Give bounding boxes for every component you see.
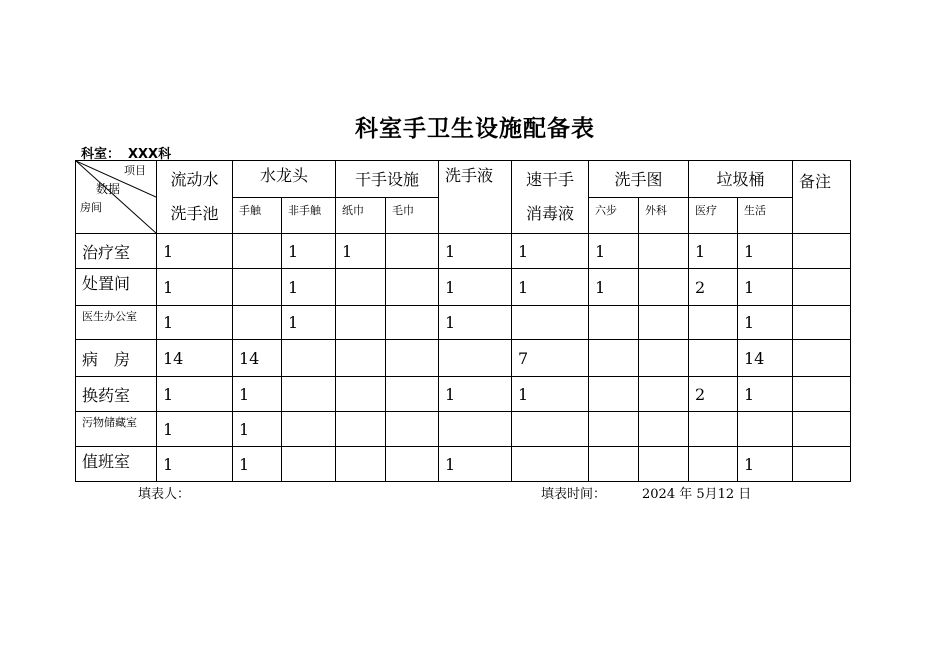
table-cell bbox=[589, 306, 639, 340]
table-cell bbox=[282, 340, 336, 377]
table-cell bbox=[738, 412, 793, 447]
sub-hand-touch: 手触 bbox=[233, 197, 282, 234]
sub-domestic-waste: 生活 bbox=[738, 197, 793, 234]
table-row bbox=[76, 447, 851, 482]
sub-six-step: 六步 bbox=[589, 197, 639, 234]
table-cell: 1 bbox=[589, 269, 639, 306]
sub-non-touch: 非手触 bbox=[282, 197, 336, 234]
table-cell bbox=[336, 306, 386, 340]
table-cell: 1 bbox=[157, 234, 233, 269]
table-cell bbox=[386, 340, 439, 377]
table-row bbox=[76, 306, 851, 340]
header-note: 备注 bbox=[793, 161, 851, 234]
table-cell bbox=[386, 412, 439, 447]
table-cell bbox=[639, 340, 689, 377]
table-cell bbox=[793, 234, 851, 269]
table-cell bbox=[689, 412, 738, 447]
table-cell: 1 bbox=[157, 412, 233, 447]
table-cell bbox=[439, 412, 512, 447]
table-cell: 1 bbox=[233, 447, 282, 482]
table-cell: 1 bbox=[233, 377, 282, 412]
table-cell bbox=[639, 306, 689, 340]
table-row bbox=[76, 340, 851, 377]
table-cell bbox=[589, 412, 639, 447]
facility-table bbox=[75, 160, 851, 482]
table-cell bbox=[589, 377, 639, 412]
table-cell: 7 bbox=[512, 340, 589, 377]
table-row bbox=[76, 269, 851, 306]
table-cell bbox=[233, 269, 282, 306]
table-row bbox=[76, 234, 851, 269]
table-cell bbox=[439, 340, 512, 377]
header-sink bbox=[157, 161, 233, 234]
sub-surgical: 外科 bbox=[639, 197, 689, 234]
table-cell: 1 bbox=[157, 306, 233, 340]
table-row bbox=[76, 412, 851, 447]
table-cell bbox=[336, 340, 386, 377]
table-cell bbox=[386, 447, 439, 482]
room-name-cell: 病 房 bbox=[76, 340, 157, 377]
sub-paper-towel: 纸巾 bbox=[336, 197, 386, 234]
table-cell bbox=[793, 306, 851, 340]
table-cell bbox=[589, 447, 639, 482]
department-value: XXX科 bbox=[128, 147, 172, 162]
table-cell: 1 bbox=[738, 234, 793, 269]
table-cell: 14 bbox=[738, 340, 793, 377]
header-sanitizer-line2: 消毒液 bbox=[525, 204, 574, 223]
header-sanitizer-line1: 速干手 bbox=[525, 170, 574, 189]
table-cell bbox=[639, 447, 689, 482]
header-sanitizer bbox=[512, 161, 589, 234]
table-cell: 1 bbox=[157, 447, 233, 482]
table-cell: 1 bbox=[439, 377, 512, 412]
room-name-cell: 换药室 bbox=[76, 377, 157, 412]
table-cell: 1 bbox=[233, 412, 282, 447]
table-cell: 2 bbox=[689, 269, 738, 306]
table-cell: 1 bbox=[282, 306, 336, 340]
table-cell: 1 bbox=[589, 234, 639, 269]
table-cell bbox=[689, 447, 738, 482]
table-cell bbox=[639, 377, 689, 412]
header-soap: 洗手液 bbox=[439, 161, 512, 234]
table-cell bbox=[689, 340, 738, 377]
date-label: 填表时间： bbox=[541, 487, 607, 502]
table-cell: 1 bbox=[512, 269, 589, 306]
table-cell bbox=[233, 306, 282, 340]
corner-header-cell bbox=[76, 161, 157, 234]
table-cell bbox=[793, 412, 851, 447]
table-cell: 1 bbox=[738, 269, 793, 306]
table-cell bbox=[386, 306, 439, 340]
table-cell: 1 bbox=[738, 377, 793, 412]
header-sink-line1: 流动水 bbox=[170, 170, 219, 189]
table-cell bbox=[793, 269, 851, 306]
table-cell bbox=[336, 377, 386, 412]
table-cell: 14 bbox=[157, 340, 233, 377]
table-cell bbox=[689, 306, 738, 340]
table-body bbox=[76, 234, 851, 482]
room-name-cell: 值班室 bbox=[76, 447, 157, 482]
table-cell: 1 bbox=[439, 234, 512, 269]
filler-label: 填表人： bbox=[138, 487, 191, 502]
header-dryer: 干手设施 bbox=[336, 161, 439, 198]
sub-cloth-towel: 毛巾 bbox=[386, 197, 439, 234]
table-cell: 1 bbox=[512, 234, 589, 269]
table-cell bbox=[282, 412, 336, 447]
corner-data-label: 数据 bbox=[96, 182, 121, 196]
table-cell bbox=[336, 269, 386, 306]
table-cell: 14 bbox=[233, 340, 282, 377]
page-title: 科室手卫生设施配备表 bbox=[355, 116, 595, 142]
table-cell bbox=[639, 412, 689, 447]
table-cell: 1 bbox=[512, 377, 589, 412]
table-cell: 1 bbox=[282, 269, 336, 306]
date-value: 2024 年 5月12 日 bbox=[642, 487, 752, 502]
table-cell: 1 bbox=[439, 306, 512, 340]
table-cell: 1 bbox=[738, 306, 793, 340]
table-row bbox=[76, 377, 851, 412]
table-cell: 1 bbox=[689, 234, 738, 269]
table-cell: 1 bbox=[157, 269, 233, 306]
table-cell bbox=[793, 377, 851, 412]
table-cell bbox=[639, 269, 689, 306]
table-cell bbox=[512, 447, 589, 482]
header-sink-line2: 洗手池 bbox=[170, 204, 219, 223]
table-cell: 1 bbox=[439, 269, 512, 306]
table-cell bbox=[512, 306, 589, 340]
table-cell bbox=[639, 234, 689, 269]
table-cell: 1 bbox=[336, 234, 386, 269]
table-cell bbox=[386, 234, 439, 269]
header-trash: 垃圾桶 bbox=[689, 161, 793, 198]
table-cell: 1 bbox=[738, 447, 793, 482]
table-cell: 1 bbox=[157, 377, 233, 412]
table-cell bbox=[233, 234, 282, 269]
table-cell bbox=[282, 447, 336, 482]
table-cell bbox=[336, 447, 386, 482]
department-label: 科室： bbox=[81, 147, 121, 162]
corner-item-label: 项目 bbox=[124, 164, 146, 177]
room-name-cell: 医生办公室 bbox=[76, 306, 157, 340]
table-cell bbox=[512, 412, 589, 447]
table-cell: 1 bbox=[282, 234, 336, 269]
table-cell: 1 bbox=[439, 447, 512, 482]
table-cell bbox=[589, 340, 639, 377]
corner-room-label: 房间 bbox=[80, 201, 102, 214]
room-name-cell: 污物储藏室 bbox=[76, 412, 157, 447]
table-cell bbox=[386, 377, 439, 412]
sub-medical-waste: 医疗 bbox=[689, 197, 738, 234]
table-cell bbox=[282, 377, 336, 412]
table-cell bbox=[336, 412, 386, 447]
header-faucet: 水龙头 bbox=[233, 161, 336, 198]
header-poster: 洗手图 bbox=[589, 161, 689, 198]
table-cell: 2 bbox=[689, 377, 738, 412]
table-cell bbox=[386, 269, 439, 306]
table-cell bbox=[793, 340, 851, 377]
room-name-cell: 处置间 bbox=[76, 269, 157, 306]
room-name-cell: 治疗室 bbox=[76, 234, 157, 269]
table-cell bbox=[793, 447, 851, 482]
